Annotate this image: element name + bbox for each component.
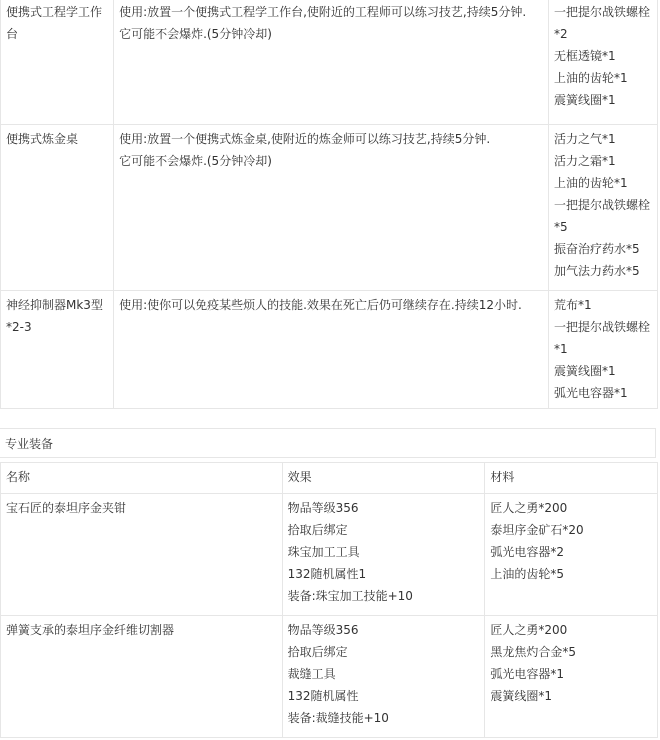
material-line: 振奋治疗药水*5: [554, 241, 640, 256]
item-effect: [114, 290, 549, 408]
material-line: 弧光电容器*1: [554, 385, 628, 400]
effect-line: 物品等级356: [287, 623, 359, 637]
table-row: [1, 0, 658, 124]
material-line: 一把提尔战铁螺栓*5: [554, 197, 651, 234]
item-materials: [485, 494, 658, 616]
material-line: 震簧线圈*1: [554, 93, 616, 107]
material-line: 匠人之勇*200: [490, 623, 568, 637]
material-line: 弧光电容器*1: [490, 667, 565, 681]
effect-line: 使用:使你可以免疫某些烦人的技能.效果在死亡后仍可继续存在.持续12小时.: [119, 297, 522, 312]
item-materials: [549, 124, 658, 290]
material-line: 上油的齿轮*1: [554, 175, 628, 190]
table-row: [1, 124, 658, 290]
material-line: 上油的齿轮*5: [490, 567, 565, 581]
item-materials: [549, 290, 658, 408]
item-name: 宝石匠的泰坦序金夹钳: [1, 494, 283, 616]
table-row: [1, 616, 658, 738]
material-line: 震簧线圈*1: [490, 689, 553, 703]
effect-line: 珠宝加工工具: [287, 545, 360, 559]
table-header-row: [1, 463, 658, 494]
effect-line: 裁缝工具: [287, 667, 336, 681]
item-materials: [549, 0, 658, 124]
item-effect: [282, 494, 485, 616]
effect-line: 拾取后绑定: [287, 645, 348, 659]
effect-line: 装备:裁缝技能+10: [287, 711, 389, 725]
effect-line: 使用:放置一个便携式炼金桌,使附近的炼金师可以练习技艺,持续5分钟.: [119, 131, 491, 146]
item-effect: [114, 124, 549, 290]
material-line: 加气法力药水*5: [554, 263, 640, 278]
material-line: 荒布*1: [554, 297, 592, 312]
item-effect: [114, 0, 549, 124]
material-line: 泰坦序金矿石*20: [490, 523, 584, 537]
material-line: 无框透镜*1: [554, 49, 616, 63]
material-line: 一把提尔战铁螺栓*2: [554, 5, 651, 41]
material-line: 黑龙焦灼合金*5: [490, 645, 577, 659]
material-line: 活力之霜*1: [554, 153, 616, 168]
material-line: 弧光电容器*2: [490, 545, 565, 559]
effect-line: 物品等级356: [287, 501, 359, 515]
section-title: 专业装备: [0, 428, 656, 458]
effect-line: 132随机属性1: [287, 567, 367, 581]
item-name: 便携式工程学工作台: [1, 0, 114, 124]
table-row: [1, 494, 658, 616]
profession-equipment-table: [0, 462, 658, 738]
material-line: 活力之气*1: [554, 131, 616, 146]
item-materials: [485, 616, 658, 738]
item-name: 弹簧支承的泰坦序金纤维切割器: [1, 616, 283, 738]
material-line: 一把提尔战铁螺栓*1: [554, 319, 651, 356]
effect-line: 它可能不会爆炸.(5分钟冷却): [119, 27, 272, 41]
material-line: 震簧线圈*1: [554, 363, 616, 378]
column-header-effect: 效果: [282, 463, 485, 494]
effect-line: 它可能不会爆炸.(5分钟冷却): [119, 153, 272, 168]
item-name: 便携式炼金桌: [1, 124, 114, 290]
column-header-name: 名称: [1, 463, 283, 494]
effect-line: 拾取后绑定: [287, 523, 348, 537]
item-effect: [282, 616, 485, 738]
effect-line: 132随机属性: [287, 689, 359, 703]
column-header-materials: 材料: [485, 463, 658, 494]
material-line: 上油的齿轮*1: [554, 71, 628, 85]
material-line: 匠人之勇*200: [490, 501, 568, 515]
effect-line: 装备:珠宝加工技能+10: [287, 589, 413, 603]
item-name: 神经抑制器Mk3型*2-3: [1, 290, 114, 408]
table-row: [1, 290, 658, 408]
effect-line: 使用:放置一个便携式工程学工作台,使附近的工程师可以练习技艺,持续5分钟.: [119, 5, 527, 19]
